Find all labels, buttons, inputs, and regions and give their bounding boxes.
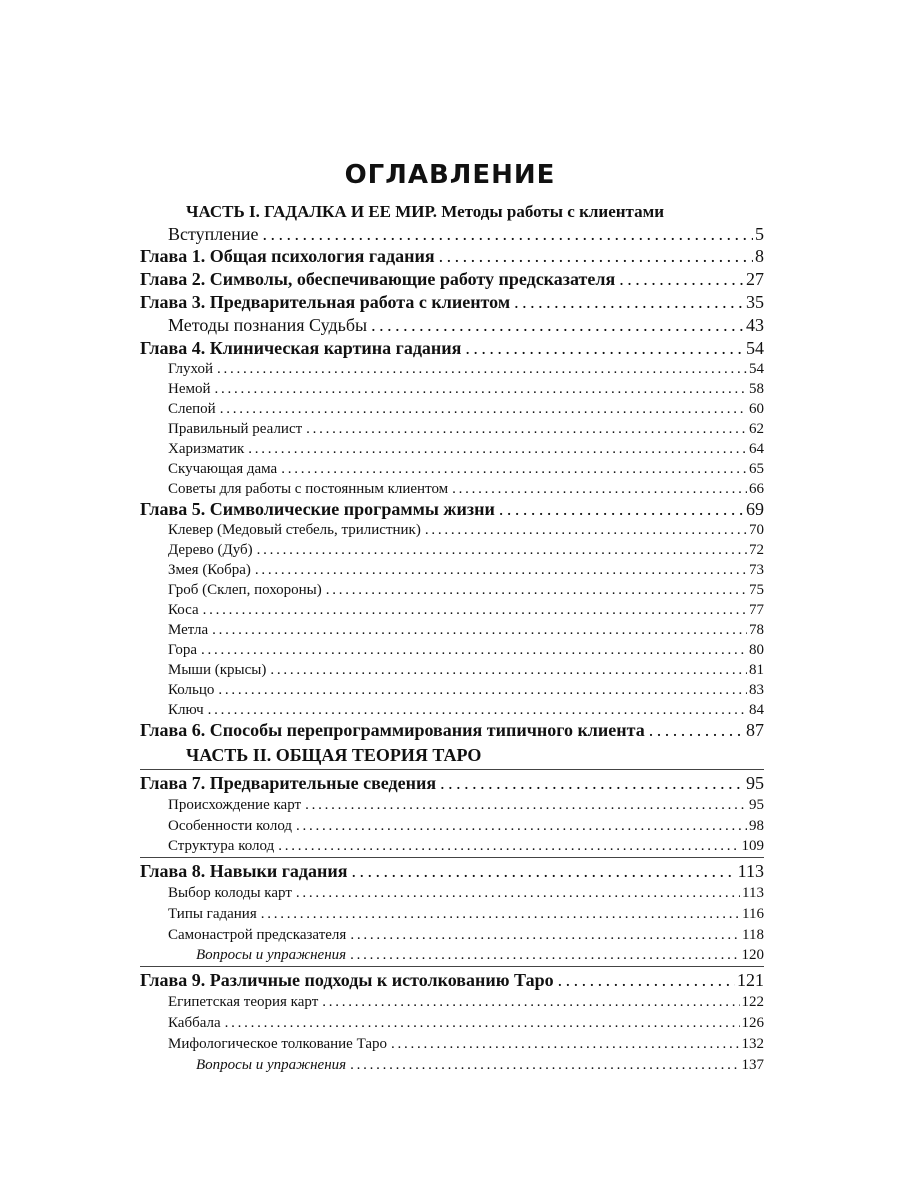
dot-leader xyxy=(440,773,744,794)
toc-entry-label: Особенности колод xyxy=(168,818,293,834)
toc-entry-page: 72 xyxy=(749,542,764,558)
dot-leader xyxy=(255,562,747,579)
toc-entry-section xyxy=(168,461,764,478)
dot-leader xyxy=(217,361,747,378)
toc-entry-label: Глава 2. Символы, обеспечивающие работу предсказателя xyxy=(140,269,616,289)
dot-leader xyxy=(281,461,747,478)
toc-entry-label: Глухой xyxy=(168,361,213,377)
toc-entry-section xyxy=(168,1036,764,1053)
toc-entry-section xyxy=(168,381,764,398)
toc-entry-section xyxy=(168,401,764,418)
dot-leader xyxy=(305,797,747,814)
toc-entry-chapter-9 xyxy=(140,970,764,991)
toc-entry-chapter-3 xyxy=(140,292,764,313)
part-heading-1: ЧАСТЬ I. ГАДАЛКА И ЕЕ МИР. Методы работы с клиентами xyxy=(186,202,664,221)
toc-entry-label: Египетская теория карт xyxy=(168,994,319,1010)
toc-entry-page: 35 xyxy=(746,292,764,312)
toc-entry-page: 137 xyxy=(741,1057,764,1073)
toc-entry-page: 75 xyxy=(749,582,764,598)
toc-entry-label: Происхождение карт xyxy=(168,797,302,813)
divider xyxy=(140,966,764,967)
toc-entry-label: Гроб (Склеп, похороны) xyxy=(168,582,322,598)
toc-entry-label: Скучающая дама xyxy=(168,461,278,477)
toc-entry-label: Клевер (Медовый стебель, трилистник) xyxy=(168,522,421,538)
toc-entry-label: Глава 5. Символические программы жизни xyxy=(140,499,495,519)
toc-entry-label: Каббала xyxy=(168,1015,221,1031)
toc-entry-section xyxy=(168,361,764,378)
toc-entry-label: Самонастрой предсказателя xyxy=(168,927,347,943)
toc-entry-label: Ключ xyxy=(168,702,204,718)
toc-entry-page: 95 xyxy=(746,773,764,793)
toc-entry-section xyxy=(168,441,764,458)
toc-entry-label: Глава 4. Клиническая картина гадания xyxy=(140,338,462,358)
toc-entry-label: Глава 7. Предварительные сведения xyxy=(140,773,437,793)
toc-entry-page: 69 xyxy=(746,499,764,519)
toc-entry-label: Глава 3. Предварительная работа с клиентом xyxy=(140,292,511,312)
toc-entry-label: Глава 1. Общая психология гадания xyxy=(140,246,435,266)
toc-entry-label: Выбор колоды карт xyxy=(168,885,292,901)
dot-leader xyxy=(350,1057,739,1074)
dot-leader xyxy=(296,818,747,835)
dot-leader xyxy=(278,838,739,855)
dot-leader xyxy=(201,642,747,659)
toc-entry-label: Кольцо xyxy=(168,682,215,698)
toc-entry-section xyxy=(168,642,764,659)
dot-leader xyxy=(371,315,744,336)
toc-entry-page: 54 xyxy=(746,338,764,358)
toc-entry-section xyxy=(168,562,764,579)
dot-leader xyxy=(261,906,740,923)
toc-entry-label: Дерево (Дуб) xyxy=(168,542,253,558)
toc-entry-label: Типы гадания xyxy=(168,906,257,922)
toc-entry-exercises xyxy=(196,1057,764,1074)
dot-leader xyxy=(203,602,747,619)
toc-entry-section xyxy=(168,522,764,539)
toc-entry-chapter-8 xyxy=(140,861,764,882)
toc-entry-page: 95 xyxy=(749,797,764,813)
toc-entry-page: 132 xyxy=(741,1036,764,1052)
dot-leader xyxy=(218,682,747,699)
dot-leader xyxy=(425,522,747,539)
toc-entry-page: 113 xyxy=(742,885,764,901)
dot-leader xyxy=(352,861,736,882)
toc-entry-label: Мифологическое толкование Таро xyxy=(168,1036,388,1052)
toc-entry-page: 8 xyxy=(755,246,764,266)
toc-entry-label: Коса xyxy=(168,602,199,618)
toc-entry-page: 70 xyxy=(749,522,764,538)
toc-entry-label: Методы познания Судьбы xyxy=(168,315,368,335)
toc-entry-page: 118 xyxy=(742,927,764,943)
toc-entry-chapter-1 xyxy=(140,246,764,267)
part-heading-2: ЧАСТЬ II. ОБЩАЯ ТЕОРИЯ ТАРО xyxy=(186,745,482,765)
toc-entry-label: Змея (Кобра) xyxy=(168,562,251,578)
toc-entry-page: 84 xyxy=(749,702,764,718)
toc-entry-label: Метла xyxy=(168,622,209,638)
toc-entry-intro xyxy=(168,224,764,245)
toc-entry-section xyxy=(168,838,764,855)
toc-entry-page: 60 xyxy=(749,401,764,417)
dot-leader xyxy=(350,927,740,944)
toc-entry-page: 83 xyxy=(749,682,764,698)
dot-leader xyxy=(649,720,744,741)
dot-leader xyxy=(439,246,753,267)
toc-entry-section xyxy=(168,315,764,336)
dot-leader xyxy=(465,338,744,359)
toc-entry-chapter-6 xyxy=(140,720,764,741)
toc-entry-section xyxy=(168,797,764,814)
toc-entry-label: Вступление xyxy=(168,224,259,244)
toc-entry-chapter-7 xyxy=(140,773,764,794)
dot-leader xyxy=(326,582,747,599)
toc-entry-label: Гора xyxy=(168,642,198,658)
toc-entry-section xyxy=(168,1015,764,1032)
toc-entry-section xyxy=(168,481,764,498)
toc-entry-section xyxy=(168,682,764,699)
divider xyxy=(140,857,764,858)
toc-entry-section xyxy=(168,421,764,438)
toc-entry-section xyxy=(168,994,764,1011)
toc-entry-label: Вопросы и упражнения xyxy=(196,1057,347,1073)
dot-leader xyxy=(225,1015,740,1032)
toc-entry-label: Структура колод xyxy=(168,838,275,854)
toc-entry-label: Мыши (крысы) xyxy=(168,662,267,678)
toc-entry-page: 122 xyxy=(741,994,764,1010)
toc-entry-page: 121 xyxy=(737,970,764,990)
toc-entry-label: Слепой xyxy=(168,401,216,417)
dot-leader xyxy=(248,441,747,458)
toc-entry-page: 65 xyxy=(749,461,764,477)
toc-entry-label: Харизматик xyxy=(168,441,245,457)
toc-entry-page: 120 xyxy=(741,947,764,963)
toc-entry-page: 27 xyxy=(746,269,764,289)
toc-entry-page: 66 xyxy=(749,481,764,497)
toc-entry-label: Глава 9. Различные подходы к истолкованию Таро xyxy=(140,970,554,990)
toc-entry-section xyxy=(168,885,764,902)
toc-entry-section xyxy=(168,906,764,923)
toc-entry-page: 62 xyxy=(749,421,764,437)
dot-leader xyxy=(452,481,747,498)
toc-entry-page: 113 xyxy=(737,861,764,881)
dot-leader xyxy=(306,421,747,438)
toc-entry-label: Глава 8. Навыки гадания xyxy=(140,861,348,881)
toc-entry-page: 77 xyxy=(749,602,764,618)
toc-entry-section xyxy=(168,542,764,559)
dot-leader xyxy=(558,970,735,991)
dot-leader xyxy=(262,224,753,245)
dot-leader xyxy=(257,542,747,559)
toc-entry-chapter-4 xyxy=(140,338,764,359)
toc-entry-page: 81 xyxy=(749,662,764,678)
dot-leader xyxy=(270,662,747,679)
toc-entry-label: Советы для работы с постоянным клиентом xyxy=(168,481,449,497)
toc-entry-section xyxy=(168,602,764,619)
dot-leader xyxy=(391,1036,739,1053)
toc-entry-label: Глава 6. Способы перепрограммирования типичного клиента xyxy=(140,720,645,740)
dot-leader xyxy=(296,885,740,902)
toc-entry-section xyxy=(168,702,764,719)
divider xyxy=(140,769,764,770)
toc-entry-page: 54 xyxy=(749,361,764,377)
dot-leader xyxy=(212,622,747,639)
toc-entry-page: 73 xyxy=(749,562,764,578)
toc-entry-page: 116 xyxy=(742,906,764,922)
dot-leader xyxy=(350,947,739,964)
dot-leader xyxy=(322,994,739,1011)
toc-entry-section xyxy=(168,622,764,639)
toc-entry-label: Немой xyxy=(168,381,211,397)
toc-entry-page: 126 xyxy=(741,1015,764,1031)
dot-leader xyxy=(208,702,747,719)
dot-leader xyxy=(499,499,744,520)
toc-entry-section xyxy=(168,818,764,835)
toc-entry-label: Вопросы и упражнения xyxy=(196,947,347,963)
toc-entry-exercises xyxy=(196,947,764,964)
toc-entry-page: 98 xyxy=(749,818,764,834)
toc-entry-page: 5 xyxy=(755,224,764,244)
dot-leader xyxy=(220,401,747,418)
toc-entry-section xyxy=(168,582,764,599)
toc-entry-section xyxy=(168,927,764,944)
toc-entry-page: 78 xyxy=(749,622,764,638)
toc-entry-chapter-2 xyxy=(140,269,764,290)
toc-entry-chapter-5 xyxy=(140,499,764,520)
toc-entry-label: Правильный реалист xyxy=(168,421,303,437)
toc-entry-page: 58 xyxy=(749,381,764,397)
toc-entry-page: 43 xyxy=(746,315,764,335)
page-title: ОГЛАВЛЕНИЕ xyxy=(344,160,556,190)
toc-entry-page: 64 xyxy=(749,441,764,457)
dot-leader xyxy=(514,292,744,313)
toc-entry-section xyxy=(168,662,764,679)
toc-entry-page: 109 xyxy=(741,838,764,854)
toc-entry-page: 87 xyxy=(746,720,764,740)
dot-leader xyxy=(215,381,747,398)
toc-entry-page: 80 xyxy=(749,642,764,658)
dot-leader xyxy=(619,269,744,290)
